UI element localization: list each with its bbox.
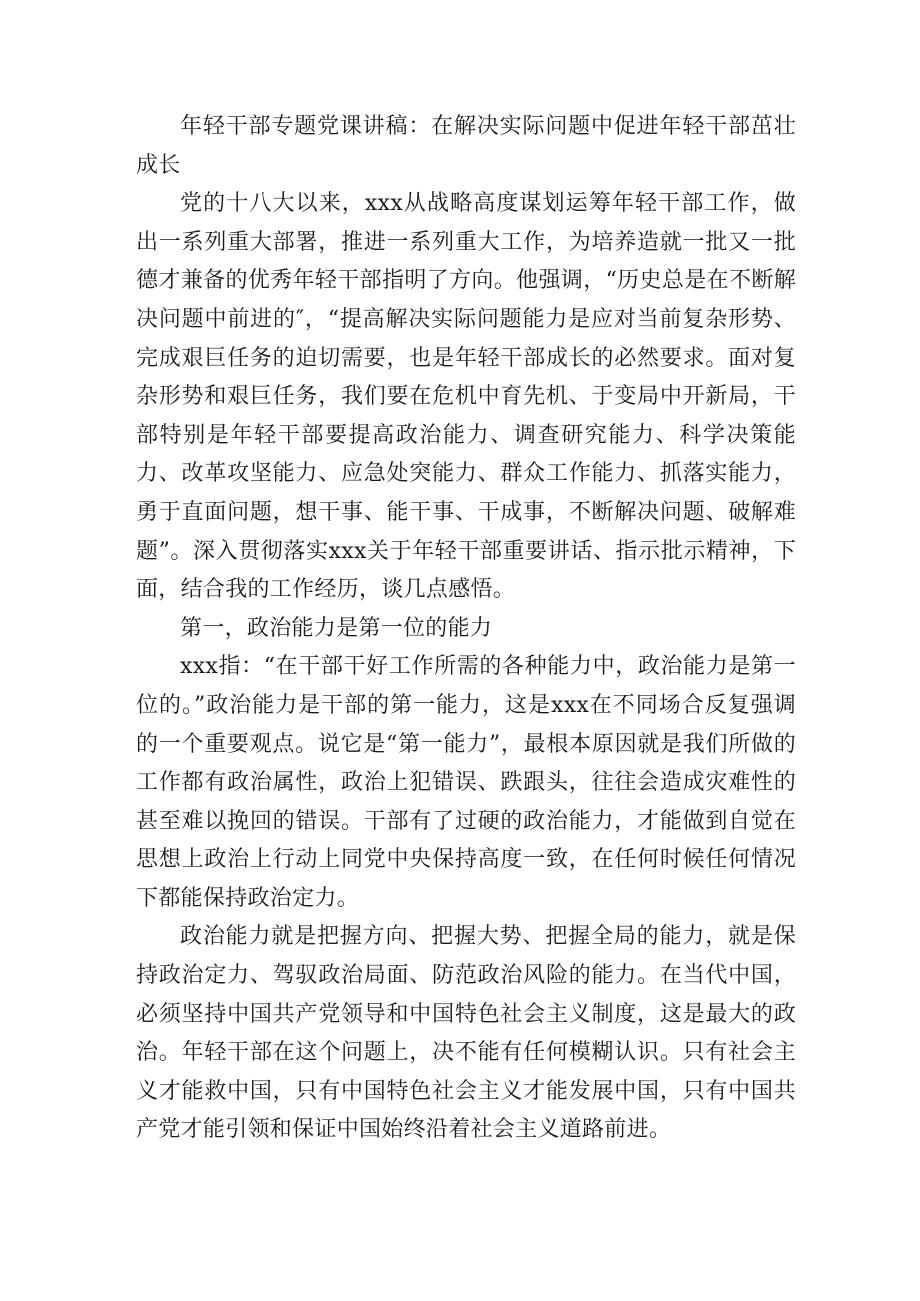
section-1-paragraph-2: 政治能力就是把握方向、把握大势、把握全局的能力，就是保持政治定力、驾驭政治局面、防范政治风险的能力。在当代中国，必须坚持中国共产党领导和中国特色社会主义制度，这是最大的政治。年轻干部在这个问题上，决不能有任何模糊认识。只有社会主义才能救中国，只有中国特色社会主义才能发展中国，只有中国共产党才能引领和保证中国始终沿着社会主义道路前进。 <box>136 924 796 1143</box>
document-body <box>136 108 796 1150</box>
intro-paragraph: 党的十八大以来，xxx从战略高度谋划运筹年轻干部工作，做出一系列重大部署，推进一系列重大工作，为培养造就一批又一批德才兼备的优秀年轻干部指明了方向。他强调，“历史总是在不断解决问题中前进的″，“提高解决实际问题能力是应对当前复杂形势、完成艰巨任务的迫切需要，也是年轻干部成长的必然要求。面对复杂形势和艰巨任务，我们要在危机中育先机、于变局中开新局，干部特别是年轻干部要提高政治能力、调查研究能力、科学决策能力、改革攻坚能力、应急处突能力、群众工作能力、抓落实能力，勇于直面问题，想干事、能干事、干成事，不断解决问题、破解难题”。深入贯彻落实xxx关于年轻干部重要讲话、指示批示精神，下面，结合我的工作经历，谈几点感悟。 <box>136 191 796 603</box>
document-title: 年轻干部专题党课讲稿：在解决实际问题中促进年轻干部茁壮成长 <box>136 114 796 178</box>
section-1-paragraph-1: xxx指：“在干部干好工作所需的各种能力中，政治能力是第一位的。”政治能力是干部的第一能力，这是xxx在不同场合反复强调的一个重要观点。说它是“第一能力”，最根本原因就是我们所做的工作都有政治属性，政治上犯错误、跌跟头，往往会造成灾难性的甚至难以挽回的错误。干部有了过硬的政治能力，才能做到自觉在思想上政治上行动上同党中央保持高度一致，在任何时候任何情况下都能保持政治定力。 <box>136 654 796 911</box>
section-heading-1: 第一，政治能力是第一位的能力 <box>180 615 493 641</box>
